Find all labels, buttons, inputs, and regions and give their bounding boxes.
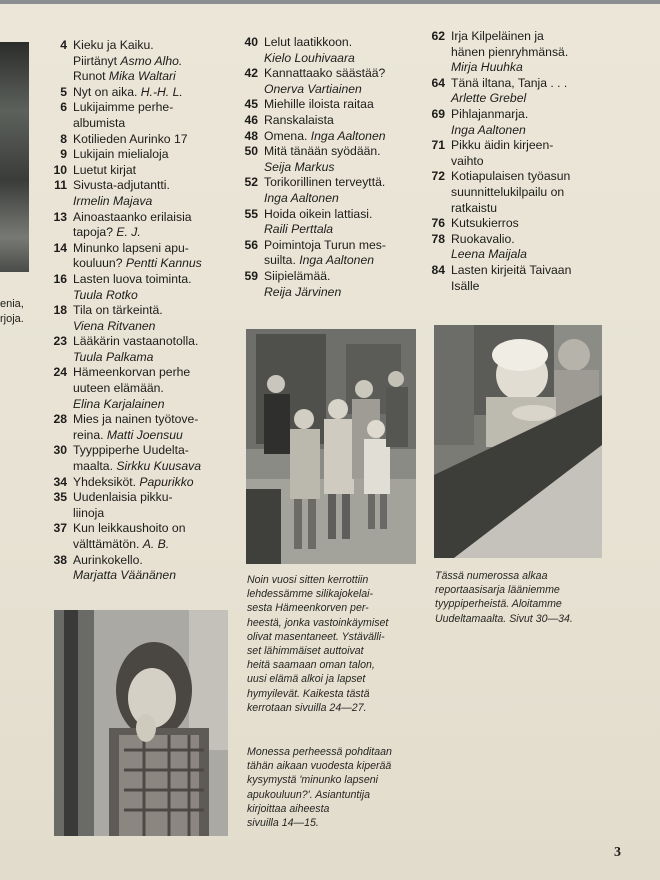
caption-line: apukouluun?'. Asiantuntija: [247, 788, 370, 801]
caption-line: Uudeltamaalta. Sivut 30—34.: [435, 612, 573, 625]
toc-page-number: 4: [60, 38, 67, 52]
toc-entry: [425, 29, 615, 76]
toc-author: Inga Aaltonen: [299, 253, 375, 268]
toc-entry: [45, 38, 240, 85]
toc-title: [73, 553, 240, 584]
toc-page-number: 71: [431, 138, 445, 153]
caption-school: [247, 745, 437, 830]
toc-entry: [45, 303, 240, 334]
caption-line: kerrotaan sivuilla 24—27.: [247, 701, 367, 714]
toc-author: H.-H. L.: [140, 84, 183, 99]
toc-entry: [238, 238, 428, 269]
toc-title: [73, 163, 240, 179]
toc-title: [73, 521, 240, 552]
toc-title-text: Lääkärin vastaanotolla.: [73, 334, 199, 349]
toc-author: Leena Maijala: [451, 247, 527, 262]
toc-page-number: 76: [431, 216, 445, 231]
toc-page-number: 34: [53, 474, 67, 489]
toc-page-number: 28: [53, 412, 67, 427]
toc-title-text: Yhdeksiköt.: [73, 474, 140, 489]
caption-line: olivat masentaneet. Ystävälli-: [247, 630, 385, 643]
toc-title: [451, 169, 615, 216]
toc-title-text: Tänä iltana, Tanja . . .: [451, 75, 568, 90]
toc-author: Kielo Louhivaara: [264, 50, 355, 65]
girl-photo: [434, 325, 602, 558]
caption-girl: [435, 569, 615, 626]
toc-page-number: 72: [431, 169, 445, 184]
toc-title: [264, 129, 428, 145]
toc-title-text: Kannattaako säästää?: [264, 66, 386, 81]
toc-author: Asmo Alho.: [120, 53, 183, 68]
toc-entry: [45, 365, 240, 412]
toc-title-text: Mies ja nainen työtove-: [73, 412, 199, 427]
toc-entry: [45, 210, 240, 241]
toc-author: Reija Järvinen: [264, 284, 342, 299]
toc-page-number: 30: [53, 443, 67, 458]
toc-title-text: Poimintoja Turun mes-: [264, 237, 386, 252]
toc-page-number: 14: [53, 240, 67, 255]
toc-author: Tuula Palkama: [73, 349, 154, 364]
toc-author: Sirkku Kuusava: [116, 459, 202, 474]
toc-title: [73, 365, 240, 412]
toc-title-text: Irja Kilpeläinen ja: [451, 29, 544, 43]
caption-line: heitä saamaan oman talon,: [247, 659, 375, 672]
toc-entry: [45, 85, 240, 101]
toc-title-text: kouluun?: [73, 256, 126, 271]
toc-page-number: 10: [53, 162, 67, 177]
toc-title: [264, 269, 428, 300]
toc-page-number: 5: [60, 84, 67, 99]
woman-photo: [54, 610, 228, 836]
toc-entry: [45, 147, 240, 163]
toc-entry: [45, 334, 240, 365]
page-number: 3: [614, 845, 621, 860]
toc-entry: [238, 113, 428, 129]
toc-title: [73, 475, 240, 491]
toc-title: [264, 238, 428, 269]
toc-entry: [45, 178, 240, 209]
toc-title-text: Sivusta-adjutantti.: [73, 178, 170, 193]
toc-author: Mika Waltari: [108, 69, 176, 84]
toc-title-text: Lelut laatikkoon.: [264, 35, 353, 49]
toc-page-number: 46: [244, 112, 258, 127]
toc-title-text: Hämeenkorvan perhe: [73, 365, 191, 380]
toc-page-number: 24: [53, 365, 67, 380]
toc-page-number: 50: [244, 144, 258, 159]
toc-title: [451, 76, 615, 107]
toc-entry: [425, 232, 615, 263]
toc-page-number: 45: [244, 97, 258, 112]
toc-title: [73, 241, 240, 272]
toc-author: Onerva Vartiainen: [264, 81, 362, 96]
toc-entry: [45, 412, 240, 443]
toc-title-text: Uudenlaisia pikku-: [73, 490, 173, 505]
toc-title-text: Lukijain mielialoja: [73, 147, 169, 162]
caption-line: kirjoittaa aiheesta: [247, 802, 330, 815]
caption-line: tyyppiperheistä. Aloitamme: [435, 598, 562, 611]
caption-line: heestä, jonka vastoinkäymiset: [247, 616, 389, 629]
toc-title: [73, 490, 240, 521]
family-photo: [246, 329, 416, 564]
toc-title: [73, 100, 240, 131]
toc-title: [73, 303, 240, 334]
toc-entry: [45, 521, 240, 552]
toc-title: [451, 29, 615, 76]
caption-line: tähän aikaan vuodesta kiperää: [247, 760, 392, 773]
caption-line: Monessa perheessä pohditaan: [247, 746, 392, 758]
toc-title-text: Siipielämää.: [264, 268, 331, 283]
toc-entry: [45, 163, 240, 179]
toc-entry: [238, 175, 428, 206]
toc-entry: [45, 443, 240, 474]
toc-title-text: ratkaistu: [451, 200, 498, 215]
toc-title-text: Pihlajanmarja.: [451, 106, 529, 121]
toc-title-text: Aurinkokello.: [73, 552, 143, 567]
toc-author: Inga Aaltonen: [451, 122, 526, 137]
toc-page-number: 18: [53, 303, 67, 318]
toc-title-text: Ruokavalio.: [451, 231, 515, 246]
caption-line: lehdessämme silikajokelai-: [247, 588, 373, 601]
toc-page-number: 23: [53, 334, 67, 349]
toc-title-text: välttämätön.: [73, 537, 143, 551]
toc-entry: [45, 553, 240, 584]
toc-entry: [238, 129, 428, 145]
toc-author: Raili Perttala: [264, 222, 334, 237]
toc-page-number: 55: [244, 206, 258, 221]
toc-title-text: Tila on tärkeintä.: [73, 303, 163, 318]
toc-page-number: 64: [431, 75, 445, 90]
toc-title: [264, 113, 428, 129]
toc-author: Inga Aaltonen: [310, 128, 386, 143]
toc-title-text: Kieku ja Kaiku.: [73, 38, 154, 52]
top-edge: [0, 0, 660, 4]
toc-author: Arlette Grebel: [451, 91, 527, 106]
toc-title: [73, 132, 240, 148]
toc-title: [73, 178, 240, 209]
toc-column-right: [425, 29, 615, 294]
caption-line: uusi elämä alkoi ja lapset: [247, 673, 366, 686]
toc-title: [73, 272, 240, 303]
left-edge-fragment: rjoja.: [0, 313, 24, 325]
toc-entry: [425, 107, 615, 138]
toc-page-number: 78: [431, 231, 445, 246]
caption-line: reportaasisarja lääniemme: [435, 584, 560, 597]
toc-entry: [238, 35, 428, 66]
toc-title-text: Miehille iloista raitaa: [264, 97, 374, 112]
toc-title-text: Kotiapulaisen työasun: [451, 169, 571, 184]
toc-title: [451, 263, 615, 294]
toc-page-number: 52: [244, 175, 258, 190]
toc-entry: [238, 144, 428, 175]
toc-title: [451, 107, 615, 138]
toc-title-text: Ainoastaanko erilaisia: [73, 209, 192, 224]
toc-title-text: suilta.: [264, 253, 300, 268]
toc-column-middle: [238, 35, 428, 300]
toc-title: [451, 138, 615, 169]
toc-title-text: Pikku äidin kirjeen-: [451, 138, 554, 153]
toc-entry: [238, 269, 428, 300]
left-edge-fragment: enia,: [0, 298, 24, 310]
toc-title-text: reina.: [73, 427, 107, 442]
toc-entry: [425, 76, 615, 107]
toc-title-text: suunnittelukilpailu on: [451, 184, 565, 199]
toc-title-text: Omena.: [264, 128, 311, 143]
toc-title: [451, 232, 615, 263]
toc-author: Marjatta Väänänen: [73, 568, 176, 583]
toc-entry: [45, 272, 240, 303]
toc-page-number: 16: [53, 271, 67, 286]
toc-column-left: [45, 38, 240, 584]
toc-author: Irmelin Majava: [73, 193, 153, 208]
toc-title-text: Luetut kirjat: [73, 162, 137, 177]
toc-title: [73, 38, 240, 85]
toc-page-number: 40: [244, 35, 258, 49]
toc-title-text: Kun leikkaushoito on: [73, 521, 186, 536]
caption-line: sesta Hämeenkorven per-: [247, 602, 369, 615]
toc-title-text: Isälle: [451, 278, 480, 293]
caption-line: Noin vuosi sitten kerrottiin: [247, 574, 369, 586]
toc-title-text: tapoja?: [73, 225, 117, 240]
toc-page-number: 8: [60, 131, 67, 146]
caption-family: [247, 573, 427, 715]
toc-page-number: 11: [54, 178, 67, 193]
toc-title-text: liinoja: [73, 505, 105, 520]
toc-author: E. J.: [116, 225, 141, 240]
toc-page-number: 9: [60, 147, 67, 162]
toc-title-text: Mitä tänään syödään.: [264, 144, 381, 159]
toc-title-text: Torikorillinen terveyttä.: [264, 175, 386, 190]
toc-title: [264, 144, 428, 175]
toc-title-text: Lasten kirjeitä Taivaan: [451, 262, 572, 277]
toc-entry: [45, 241, 240, 272]
toc-author: Elina Karjalainen: [73, 396, 165, 411]
toc-title: [73, 85, 240, 101]
toc-page-number: 69: [431, 106, 445, 121]
toc-author: Viena Ritvanen: [73, 318, 156, 333]
toc-page-number: 35: [53, 490, 67, 505]
toc-page-number: 38: [53, 552, 67, 567]
toc-entry: [238, 66, 428, 97]
toc-page-number: 6: [60, 100, 67, 115]
toc-entry: [45, 490, 240, 521]
toc-title-text: Piirtänyt: [73, 53, 121, 68]
toc-author: Seija Markus: [264, 159, 335, 174]
caption-line: Tässä numerossa alkaa: [435, 570, 548, 582]
toc-entry: [425, 138, 615, 169]
toc-page-number: 59: [244, 268, 258, 283]
left-edge-photo: [0, 42, 29, 272]
toc-author: Inga Aaltonen: [264, 190, 339, 205]
toc-title: [73, 334, 240, 365]
toc-title: [451, 216, 615, 232]
toc-entry: [45, 132, 240, 148]
toc-title-text: Kotilieden Aurinko 17: [73, 131, 188, 146]
toc-entry: [45, 100, 240, 131]
toc-title: [73, 412, 240, 443]
caption-line: kysymystä 'minunko lapseni: [247, 774, 378, 787]
toc-entry: [45, 475, 240, 491]
toc-entry: [425, 263, 615, 294]
toc-title: [264, 97, 428, 113]
toc-title-text: vaihto: [451, 153, 484, 168]
toc-title: [73, 443, 240, 474]
toc-author: A. B.: [142, 537, 170, 551]
toc-title: [73, 147, 240, 163]
toc-page-number: 62: [431, 29, 445, 43]
toc-entry: [238, 207, 428, 238]
toc-title-text: Nyt on aika.: [73, 84, 141, 99]
toc-author: Mirja Huuhka: [451, 60, 523, 75]
toc-page-number: 84: [431, 262, 445, 277]
toc-title-text: Ranskalaista: [264, 112, 334, 127]
toc-page-number: 56: [244, 237, 258, 252]
toc-title-text: Minunko lapseni apu-: [73, 240, 189, 255]
toc-title-text: Lukijaimme perhe-: [73, 100, 174, 115]
toc-title: [264, 66, 428, 97]
toc-title-text: Hoida oikein lattiasi.: [264, 206, 373, 221]
toc-title: [264, 175, 428, 206]
toc-title: [264, 35, 428, 66]
toc-page-number: 13: [53, 209, 67, 224]
toc-title-text: Tyyppiperhe Uudelta-: [73, 443, 189, 458]
toc-title-text: uuteen elämään.: [73, 381, 164, 396]
toc-page-number: 42: [244, 66, 258, 81]
caption-line: hymyilevät. Kaikesta tästä: [247, 687, 370, 700]
toc-title-text: hänen pienryhmänsä.: [451, 44, 569, 59]
toc-author: Tuula Rotko: [73, 287, 138, 302]
toc-entry: [425, 169, 615, 216]
toc-title-text: albumista: [73, 115, 126, 130]
caption-line: sivuilla 14—15.: [247, 817, 319, 830]
toc-title-text: Lasten luova toiminta.: [73, 271, 192, 286]
toc-author: Matti Joensuu: [106, 427, 183, 442]
toc-entry: [425, 216, 615, 232]
toc-title: [264, 207, 428, 238]
toc-page-number: 48: [244, 128, 258, 143]
toc-author: Papurikko: [139, 474, 194, 489]
toc-title-text: Kutsukierros: [451, 216, 519, 231]
toc-title-text: maalta.: [73, 459, 117, 474]
toc-author: Pentti Kannus: [125, 256, 202, 271]
toc-title-text: Runot: [73, 69, 109, 84]
toc-title: [73, 210, 240, 241]
toc-page-number: 37: [53, 521, 67, 536]
caption-line: set lähimmäiset auttoivat: [247, 645, 364, 658]
toc-entry: [238, 97, 428, 113]
